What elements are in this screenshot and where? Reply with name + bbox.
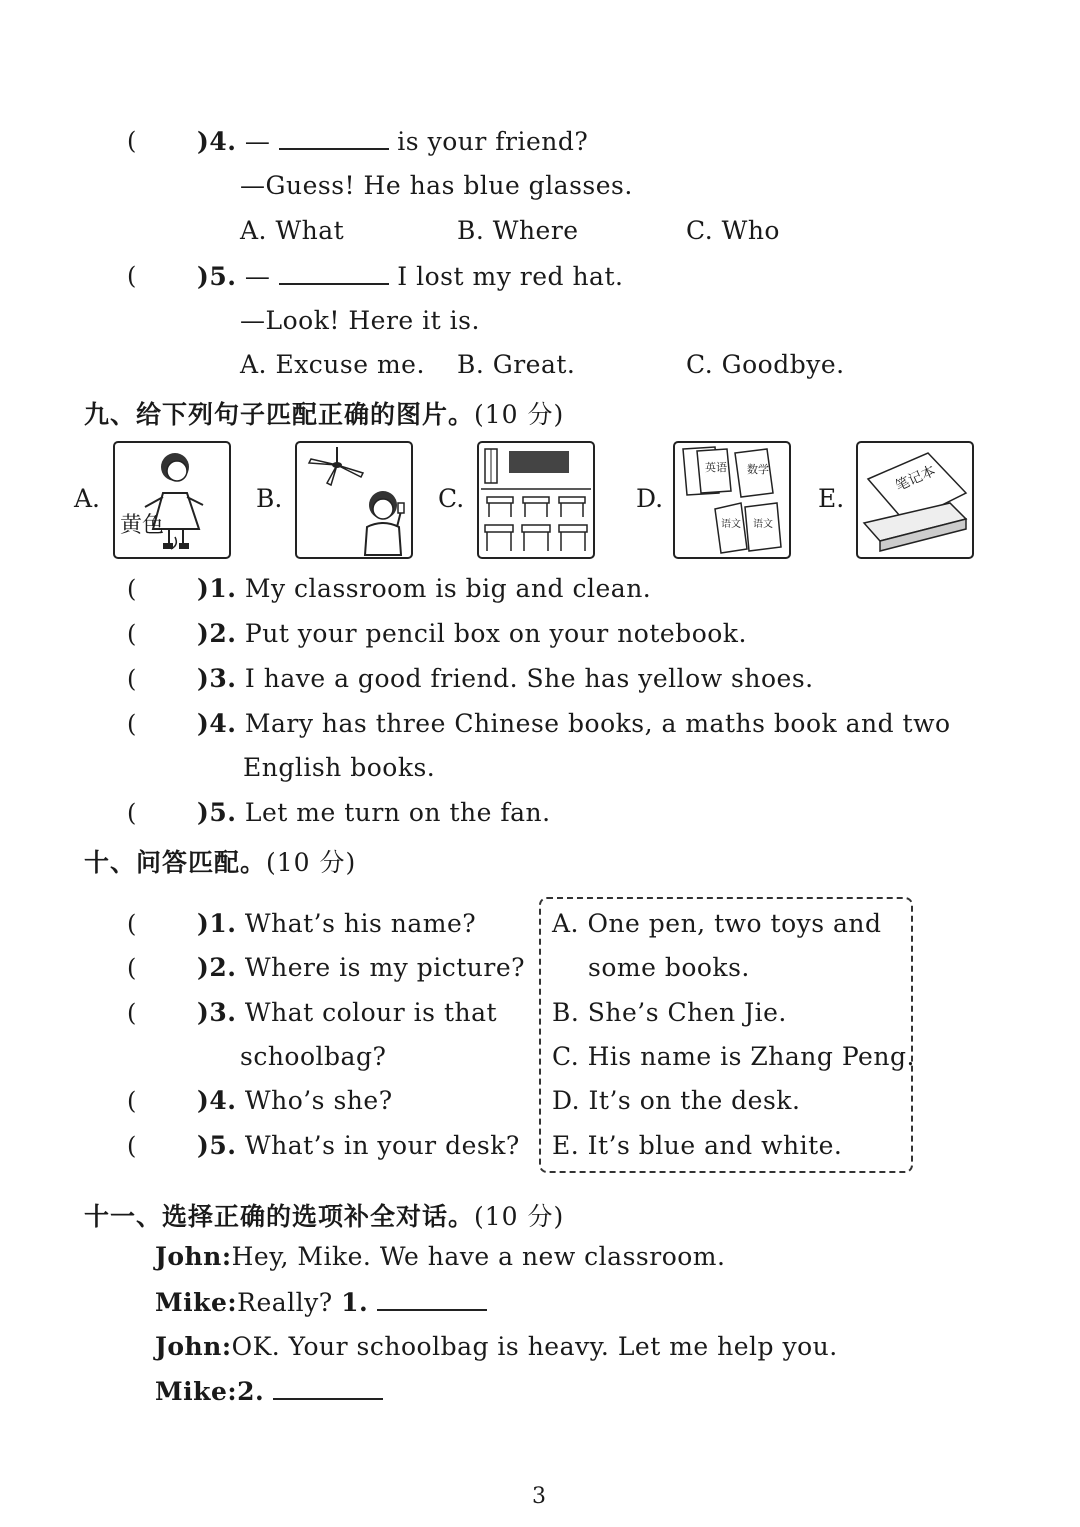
picture-a-letter: A. — [74, 484, 101, 513]
q4-line — [197, 126, 588, 157]
q5-question-text: I lost my red hat. — [397, 262, 624, 291]
notebook-caption: 笔记本 — [893, 462, 938, 495]
dialogue-blank-2-number: 2. — [237, 1377, 265, 1406]
p9-item4 — [197, 709, 951, 739]
p9-item2 — [197, 619, 747, 649]
dialogue-blank-1[interactable] — [377, 1287, 487, 1311]
speaker-john: John: — [155, 1242, 232, 1271]
speaker-mike: Mike: — [155, 1377, 238, 1406]
p10-answer-d: D. It’s on the desk. — [552, 1086, 801, 1115]
p10-q4-number: )4. — [197, 1086, 237, 1115]
p9-item1 — [197, 574, 651, 604]
picture-d-letter: D. — [636, 484, 664, 513]
q5-reply: —Look! Here it is. — [240, 306, 480, 335]
dialogue-line-4 — [155, 1376, 383, 1407]
q5-option-a: A. Excuse me. — [240, 350, 425, 379]
p10-q3 — [197, 998, 497, 1028]
page-number: 3 — [532, 1484, 546, 1509]
dialogue-blank-1-number: 1. — [341, 1288, 369, 1317]
p9-item1-number: )1. — [197, 574, 237, 603]
p9-item5-number: )5. — [197, 798, 237, 827]
q4-option-b: B. Where — [457, 216, 579, 245]
p9-item5-paren: ( — [127, 799, 137, 827]
picture-e-notebook-pencilbox — [856, 441, 974, 559]
p10-q2-number: )2. — [197, 953, 237, 982]
section-11-heading: 十一、选择正确的选项补全对话。 — [84, 1202, 475, 1231]
q4-option-a: A. What — [240, 216, 345, 245]
p9-item3 — [197, 664, 814, 694]
section-10-title — [84, 843, 356, 879]
section-9-points: (10 分) — [474, 400, 565, 429]
speaker-mike: Mike: — [155, 1288, 238, 1317]
picture-a-caption: 黄色 — [120, 513, 165, 538]
book-label-english: 英语 — [705, 461, 727, 474]
p9-item2-text: Put your pencil box on your notebook. — [244, 619, 747, 648]
q5-line — [197, 261, 623, 292]
p9-item5 — [197, 798, 551, 828]
p10-answer-b: B. She’s Chen Jie. — [552, 998, 787, 1027]
p10-q3-number: )3. — [197, 998, 237, 1027]
dialogue-line-3 — [155, 1332, 838, 1362]
p9-item1-text: My classroom is big and clean. — [244, 574, 652, 603]
p9-item4-text: Mary has three Chinese books, a maths book and two — [244, 709, 951, 738]
p10-q3-text-cont: schoolbag? — [240, 1042, 387, 1071]
dialogue-line-2-text: Really? — [237, 1288, 342, 1317]
p10-q3-paren: ( — [127, 999, 137, 1027]
p10-q2 — [197, 953, 525, 983]
q4-paren: ( — [127, 127, 137, 155]
p10-q1-number: )1. — [197, 909, 237, 938]
dialogue-line-1 — [155, 1242, 725, 1272]
p10-q3-text: What colour is that — [244, 998, 498, 1027]
section-11-points: (10 分) — [474, 1202, 565, 1231]
dialogue-line-3-text: OK. Your schoolbag is heavy. Let me help you. — [231, 1332, 838, 1361]
p10-q2-text: Where is my picture? — [244, 953, 526, 982]
p9-item4-number: )4. — [197, 709, 237, 738]
picture-e-letter: E. — [818, 484, 845, 513]
p10-q5-paren: ( — [127, 1132, 137, 1160]
p10-answer-c: C. His name is Zhang Peng. — [552, 1042, 915, 1071]
dialogue-line-2 — [155, 1287, 487, 1318]
p9-item2-number: )2. — [197, 619, 237, 648]
p9-item1-paren: ( — [127, 575, 137, 603]
picture-a-girl — [113, 441, 231, 559]
p10-q2-paren: ( — [127, 954, 137, 982]
p10-q1-text: What’s his name? — [244, 909, 477, 938]
p9-item3-text: I have a good friend. She has yellow shoes. — [244, 664, 814, 693]
section-9-title — [84, 395, 564, 431]
q5-option-b: B. Great. — [457, 350, 576, 379]
p10-answer-e: E. It’s blue and white. — [552, 1131, 843, 1160]
p10-q4-paren: ( — [127, 1087, 137, 1115]
picture-c-letter: C. — [438, 484, 465, 513]
section-11-title — [84, 1197, 564, 1233]
books-icon — [675, 443, 789, 557]
dialogue-line-1-text: Hey, Mike. We have a new classroom. — [231, 1242, 726, 1271]
book-label-chinese-2: 语文 — [753, 519, 773, 530]
q4-question-text: is your friend? — [397, 127, 589, 156]
q4-dash: — — [244, 127, 271, 156]
p9-item2-paren: ( — [127, 620, 137, 648]
girl-yellow-shoes-icon — [115, 443, 229, 557]
q5-answer-blank[interactable] — [279, 261, 389, 285]
classroom-icon — [479, 443, 593, 557]
picture-d-books — [673, 441, 791, 559]
p9-item5-text: Let me turn on the fan. — [244, 798, 551, 827]
p9-item4-paren: ( — [127, 710, 137, 738]
q4-answer-blank[interactable] — [279, 126, 389, 150]
p10-q5 — [197, 1131, 520, 1161]
dialogue-blank-2[interactable] — [273, 1376, 383, 1400]
p9-item3-number: )3. — [197, 664, 237, 693]
p10-q5-number: )5. — [197, 1131, 237, 1160]
p10-q4-text: Who’s she? — [244, 1086, 393, 1115]
p10-q1-paren: ( — [127, 910, 137, 938]
book-label-maths: 数学 — [747, 463, 769, 476]
picture-c-classroom — [477, 441, 595, 559]
q5-number: )5. — [197, 262, 237, 291]
p10-q4 — [197, 1086, 393, 1116]
speaker-john: John: — [155, 1332, 232, 1361]
q5-paren: ( — [127, 262, 137, 290]
picture-b-letter: B. — [256, 484, 283, 513]
p10-q5-text: What’s in your desk? — [244, 1131, 520, 1160]
ceiling-fan-icon — [297, 443, 411, 557]
q5-dash: — — [244, 262, 271, 291]
section-9-heading: 九、给下列句子匹配正确的图片。 — [84, 400, 475, 429]
book-label-chinese-1: 语文 — [721, 519, 741, 530]
p9-item3-paren: ( — [127, 665, 137, 693]
section-10-heading: 十、问答匹配。 — [84, 848, 267, 877]
p10-q1 — [197, 909, 476, 939]
picture-b-fan — [295, 441, 413, 559]
q4-number: )4. — [197, 127, 237, 156]
p10-answer-a-cont: some books. — [588, 953, 750, 982]
notebook-pencil-box-icon — [858, 443, 972, 557]
p10-answer-a: A. One pen, two toys and — [552, 909, 882, 938]
q4-reply: —Guess! He has blue glasses. — [240, 171, 633, 200]
section-10-points: (10 分) — [266, 848, 357, 877]
q4-option-c: C. Who — [686, 216, 780, 245]
p9-item4-text-cont: English books. — [243, 753, 436, 782]
q5-option-c: C. Goodbye. — [686, 350, 845, 379]
